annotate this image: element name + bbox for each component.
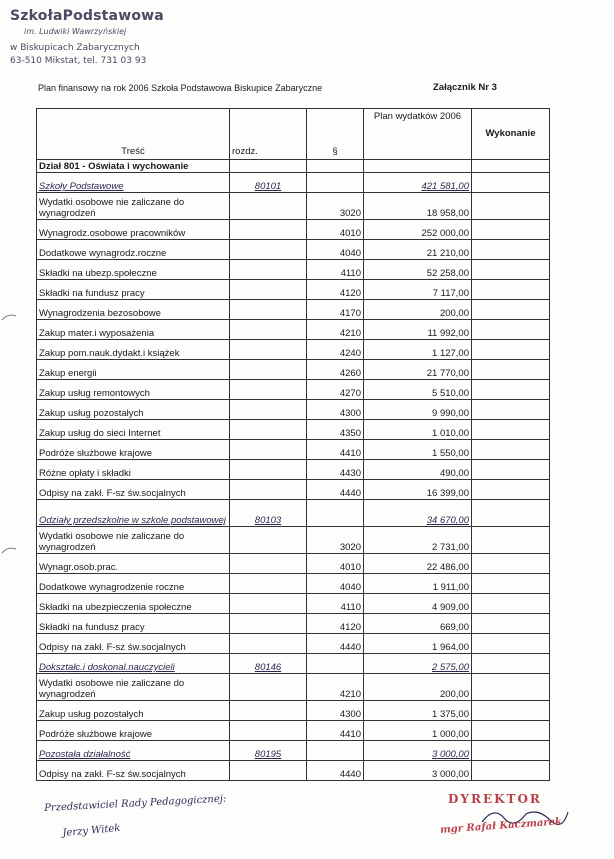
cell-paragraph: 4300	[307, 701, 364, 721]
cell-plan: 200,00	[364, 674, 472, 701]
signature-line2: Jerzy Witek	[62, 822, 121, 839]
cell-wykonanie	[472, 240, 550, 260]
cell-rozdz	[230, 480, 307, 500]
cell-rozdz	[230, 701, 307, 721]
cell-tresc: Różne opłaty i składki	[37, 460, 230, 480]
cell-plan: 16 399,00	[364, 480, 472, 500]
cell-plan: 7 117,00	[364, 280, 472, 300]
cell-plan: 22 486,00	[364, 554, 472, 574]
cell-plan: 2 731,00	[364, 527, 472, 554]
margin-mark	[0, 312, 20, 322]
cell-plan: 669,00	[364, 614, 472, 634]
cell-paragraph: 4440	[307, 634, 364, 654]
cell-tresc: Składki na fundusz pracy	[37, 614, 230, 634]
cell-wykonanie	[472, 160, 550, 173]
table-row	[37, 554, 550, 574]
cell-rozdz: 80146	[230, 654, 307, 674]
cell-rozdz	[230, 380, 307, 400]
table-body	[37, 160, 550, 781]
cell-rozdz	[230, 460, 307, 480]
cell-tresc: Zakup usług do sieci Internet	[37, 420, 230, 440]
cell-paragraph: 4110	[307, 260, 364, 280]
table-row	[37, 701, 550, 721]
cell-paragraph: 4260	[307, 360, 364, 380]
cell-plan: 1 964,00	[364, 634, 472, 654]
cell-wykonanie	[472, 654, 550, 674]
cell-plan: 9 990,00	[364, 400, 472, 420]
table-row	[37, 360, 550, 380]
cell-rozdz: 80103	[230, 500, 307, 527]
cell-tresc: Odpisy na zakł. F-sz św.socjalnych	[37, 480, 230, 500]
cell-tresc: Składki na ubezp.społeczne	[37, 260, 230, 280]
cell-wykonanie	[472, 574, 550, 594]
header-paragraph: §	[307, 109, 364, 160]
cell-paragraph: 4410	[307, 721, 364, 741]
cell-paragraph: 4430	[307, 460, 364, 480]
header-tresc: Treść	[37, 109, 230, 160]
cell-plan: 1 375,00	[364, 701, 472, 721]
cell-plan: 4 909,00	[364, 594, 472, 614]
cell-tresc: Pozostała działalność	[37, 741, 230, 761]
cell-plan: 21 210,00	[364, 240, 472, 260]
cell-paragraph: 4240	[307, 340, 364, 360]
cell-tresc: Zakup pom.nauk.dydakt.i książek	[37, 340, 230, 360]
stamp-address-line2: 63-510 Mikstat, tel. 731 03 93	[10, 56, 147, 66]
cell-plan: 34 670,00	[364, 500, 472, 527]
cell-wykonanie	[472, 594, 550, 614]
cell-rozdz	[230, 574, 307, 594]
cell-rozdz	[230, 220, 307, 240]
cell-wykonanie	[472, 300, 550, 320]
attachment-label: Załącznik Nr 3	[433, 82, 497, 93]
cell-plan: 1 911,00	[364, 574, 472, 594]
cell-rozdz	[230, 300, 307, 320]
cell-wykonanie	[472, 634, 550, 654]
table-row	[37, 527, 550, 554]
cell-wykonanie	[472, 260, 550, 280]
cell-paragraph: 3020	[307, 527, 364, 554]
cell-plan: 421 581,00	[364, 173, 472, 193]
cell-wykonanie	[472, 440, 550, 460]
table-row	[37, 440, 550, 460]
cell-plan: 11 992,00	[364, 320, 472, 340]
cell-rozdz	[230, 420, 307, 440]
cell-tresc: Wynagrodz.osobowe pracowników	[37, 220, 230, 240]
table-row	[37, 420, 550, 440]
cell-tresc: Dodatkowe wynagrodz.roczne	[37, 240, 230, 260]
stamp-address-line1: w Biskupicach Zabarycznych	[10, 43, 140, 53]
cell-paragraph	[307, 173, 364, 193]
cell-rozdz	[230, 594, 307, 614]
cell-plan: 252 000,00	[364, 220, 472, 240]
table-row	[37, 193, 550, 220]
cell-rozdz	[230, 761, 307, 781]
table-row	[37, 761, 550, 781]
school-stamp	[10, 8, 180, 68]
cell-paragraph	[307, 654, 364, 674]
signature-line1: Przedstawiciel Rady Pedagogicznej:	[43, 793, 227, 815]
cell-wykonanie	[472, 320, 550, 340]
cell-wykonanie	[472, 761, 550, 781]
table-row	[37, 594, 550, 614]
cell-paragraph: 4210	[307, 674, 364, 701]
cell-tresc: Odziały przedszkolne w szkole podstawowej	[37, 500, 230, 527]
teacher-council-signature	[43, 793, 314, 839]
cell-paragraph	[307, 500, 364, 527]
subsection-row	[37, 500, 550, 527]
cell-rozdz	[230, 260, 307, 280]
cell-rozdz	[230, 674, 307, 701]
cell-paragraph: 4440	[307, 761, 364, 781]
cell-tresc: Wydatki osobowe nie zaliczane do wynagrodzeń	[37, 674, 230, 701]
cell-rozdz	[230, 240, 307, 260]
cell-plan: 5 510,00	[364, 380, 472, 400]
table-row	[37, 721, 550, 741]
financial-plan-table	[36, 108, 550, 781]
cell-rozdz	[230, 554, 307, 574]
cell-rozdz	[230, 721, 307, 741]
cell-tresc: Wydatki osobowe nie zaliczane do wynagrodzeń	[37, 193, 230, 220]
cell-paragraph	[307, 741, 364, 761]
table-row	[37, 260, 550, 280]
cell-tresc: Podróże służbowe krajowe	[37, 440, 230, 460]
table-row	[37, 480, 550, 500]
table-header-row	[37, 109, 550, 160]
cell-plan: 18 958,00	[364, 193, 472, 220]
cell-wykonanie	[472, 721, 550, 741]
cell-tresc: Podróże służbowe krajowe	[37, 721, 230, 741]
cell-rozdz	[230, 527, 307, 554]
cell-rozdz	[230, 440, 307, 460]
stamp-patron: im. Ludwiki Wawrzyńskiej	[24, 27, 127, 36]
cell-tresc: Wydatki osobowe nie zaliczane do wynagrodzeń	[37, 527, 230, 554]
cell-paragraph	[307, 160, 364, 173]
table-row	[37, 400, 550, 420]
cell-rozdz: 80101	[230, 173, 307, 193]
table-row	[37, 220, 550, 240]
cell-plan: 3 000,00	[364, 741, 472, 761]
cell-tresc: Szkoły Podstawowe	[37, 173, 230, 193]
cell-paragraph: 3020	[307, 193, 364, 220]
cell-tresc: Dział 801 - Oświata i wychowanie	[37, 160, 230, 173]
cell-tresc: Dokształc.i doskonal.nauczycieli	[37, 654, 230, 674]
cell-plan: 1 000,00	[364, 721, 472, 741]
cell-paragraph: 4120	[307, 614, 364, 634]
cell-plan: 1 127,00	[364, 340, 472, 360]
table-row	[37, 574, 550, 594]
cell-wykonanie	[472, 554, 550, 574]
director-name: mgr Rafał Kaczmarek	[439, 816, 563, 836]
cell-tresc: Wynagrodzenia bezosobowe	[37, 300, 230, 320]
table-row	[37, 674, 550, 701]
cell-rozdz	[230, 614, 307, 634]
cell-wykonanie	[472, 220, 550, 240]
table-row	[37, 460, 550, 480]
stamp-school-name: SzkołaPodstawowa	[10, 8, 164, 24]
cell-wykonanie	[472, 280, 550, 300]
subsection-row	[37, 741, 550, 761]
cell-wykonanie	[472, 614, 550, 634]
cell-tresc: Odpisy na zakł. F-sz św.socjalnych	[37, 634, 230, 654]
cell-wykonanie	[472, 360, 550, 380]
cell-rozdz	[230, 320, 307, 340]
cell-paragraph: 4170	[307, 300, 364, 320]
cell-wykonanie	[472, 480, 550, 500]
cell-tresc: Zakup usług remontowych	[37, 380, 230, 400]
cell-rozdz	[230, 360, 307, 380]
cell-paragraph: 4440	[307, 480, 364, 500]
cell-plan: 52 258,00	[364, 260, 472, 280]
cell-wykonanie	[472, 400, 550, 420]
cell-paragraph: 4010	[307, 220, 364, 240]
cell-paragraph: 4300	[307, 400, 364, 420]
cell-rozdz	[230, 193, 307, 220]
table-row	[37, 380, 550, 400]
cell-plan: 3 000,00	[364, 761, 472, 781]
cell-wykonanie	[472, 420, 550, 440]
cell-tresc: Wynagr.osob.prac.	[37, 554, 230, 574]
cell-wykonanie	[472, 674, 550, 701]
cell-paragraph: 4120	[307, 280, 364, 300]
table-row	[37, 280, 550, 300]
cell-rozdz	[230, 340, 307, 360]
cell-wykonanie	[472, 193, 550, 220]
table-row	[37, 300, 550, 320]
cell-rozdz	[230, 634, 307, 654]
subsection-row	[37, 173, 550, 193]
cell-rozdz: 80195	[230, 741, 307, 761]
header-wykonanie: Wykonanie	[472, 109, 550, 160]
margin-mark	[0, 545, 20, 555]
cell-plan: 490,00	[364, 460, 472, 480]
cell-tresc: Składki na fundusz pracy	[37, 280, 230, 300]
cell-tresc: Zakup mater.i wyposażenia	[37, 320, 230, 340]
cell-wykonanie	[472, 500, 550, 527]
cell-wykonanie	[472, 380, 550, 400]
cell-rozdz	[230, 400, 307, 420]
table-row	[37, 240, 550, 260]
cell-paragraph: 4270	[307, 380, 364, 400]
cell-paragraph: 4040	[307, 240, 364, 260]
cell-plan: 2 575,00	[364, 654, 472, 674]
cell-paragraph: 4040	[307, 574, 364, 594]
cell-wykonanie	[472, 340, 550, 360]
cell-tresc: Zakup usług pozostałych	[37, 400, 230, 420]
cell-plan: 1 010,00	[364, 420, 472, 440]
header-rozdz: rozdz.	[230, 109, 307, 160]
cell-tresc: Odpisy na zakł. F-sz św.socjalnych	[37, 761, 230, 781]
cell-wykonanie	[472, 173, 550, 193]
cell-paragraph: 4350	[307, 420, 364, 440]
cell-wykonanie	[472, 527, 550, 554]
cell-paragraph: 4010	[307, 554, 364, 574]
cell-tresc: Składki na ubezpieczenia społeczne	[37, 594, 230, 614]
table-row	[37, 340, 550, 360]
cell-plan: 21 770,00	[364, 360, 472, 380]
cell-wykonanie	[472, 460, 550, 480]
cell-rozdz	[230, 160, 307, 173]
cell-tresc: Zakup usług pozostałych	[37, 701, 230, 721]
cell-tresc: Dodatkowe wynagrodzenie roczne	[37, 574, 230, 594]
cell-plan	[364, 160, 472, 173]
subsection-row	[37, 654, 550, 674]
table-row	[37, 634, 550, 654]
director-stamp	[440, 792, 580, 842]
header-plan: Plan wydatków 2006	[364, 109, 472, 160]
table-row	[37, 614, 550, 634]
cell-wykonanie	[472, 701, 550, 721]
cell-paragraph: 4110	[307, 594, 364, 614]
cell-plan: 200,00	[364, 300, 472, 320]
cell-tresc: Zakup energii	[37, 360, 230, 380]
table-row	[37, 320, 550, 340]
cell-paragraph: 4210	[307, 320, 364, 340]
cell-plan: 1 550,00	[364, 440, 472, 460]
section-row	[37, 160, 550, 173]
cell-paragraph: 4410	[307, 440, 364, 460]
cell-wykonanie	[472, 741, 550, 761]
cell-rozdz	[230, 280, 307, 300]
document-title: Plan finansowy na rok 2006 Szkoła Podstawowa Biskupice Zabaryczne	[38, 83, 323, 93]
director-title: DYREKTOR	[448, 792, 542, 806]
